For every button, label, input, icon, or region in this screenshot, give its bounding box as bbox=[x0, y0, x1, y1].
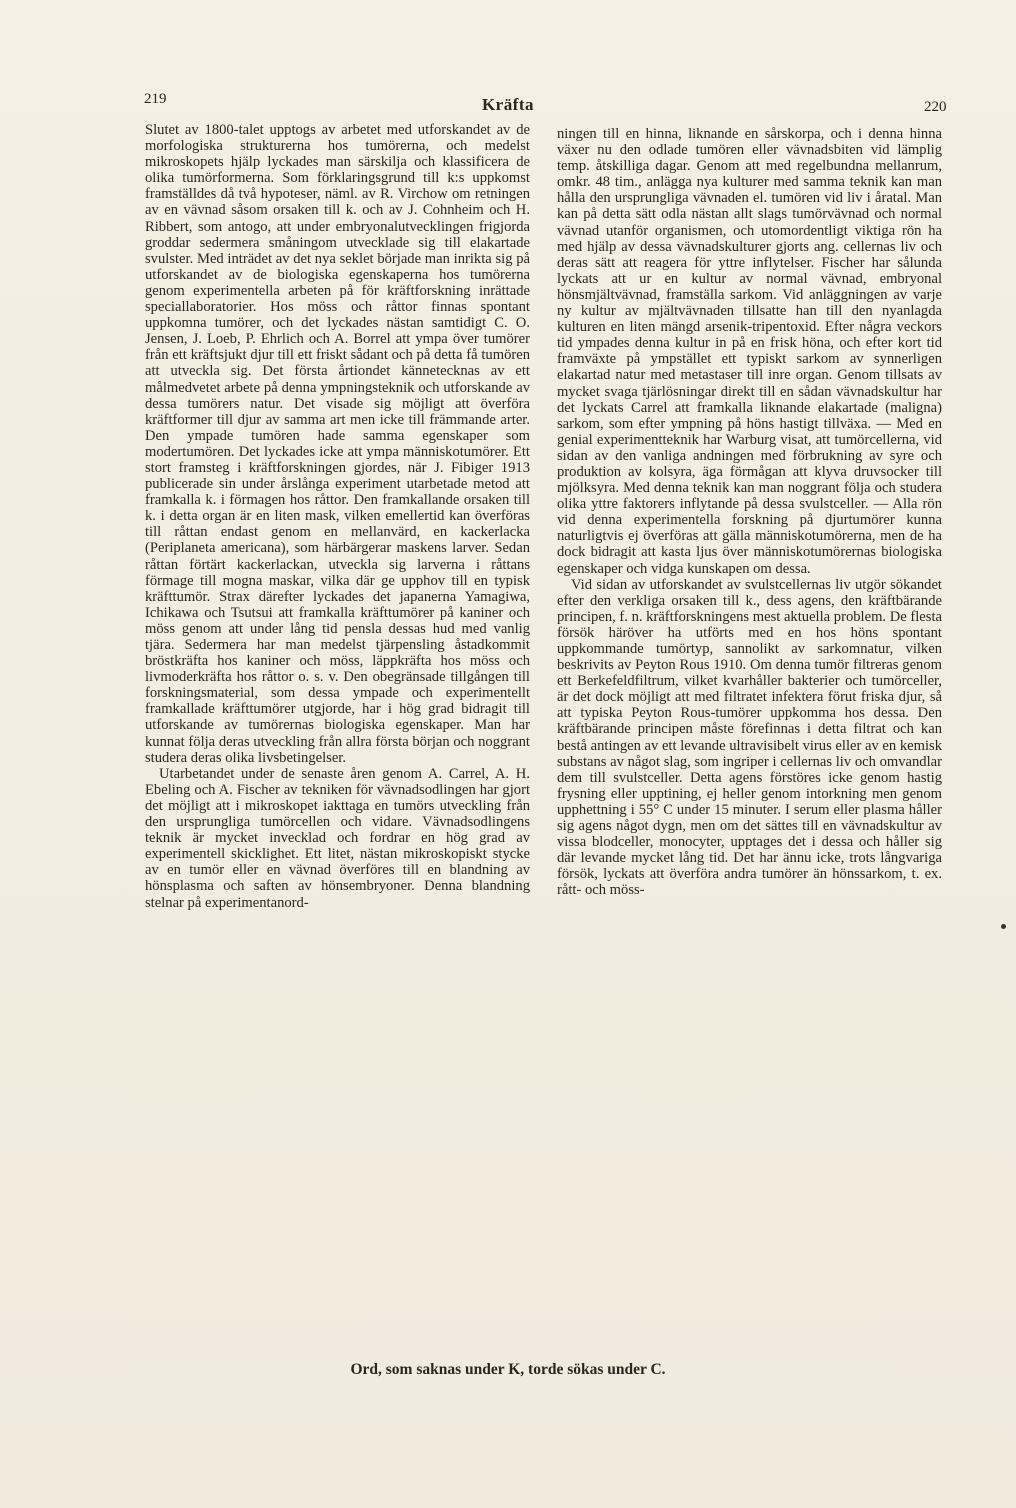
right-paragraph-2: Vid sidan av utforskandet av svulstcellernas liv utgör sökandet efter den verkliga orsaken till k., dess agens, den kräftbärande principen, f. n. kräftforskningens mest aktuella problem. De flesta försök häröver ha utförts med en hos höns spontant uppkommande tumörtyp, sannolikt av sarkomnatur, vilken beskrivits av Peyton Rous 1910. Om denna tumör filtreras genom ett Berkefeldfiltrum, vilket kvarhåller bakterier och tumörceller, är det dock möjligt att med filtratet infektera förut friska djur, så att typiska Peyton Rous-tumörer uppkomma hos dessa. Den kräftbärande principen måste förefinnas i detta filtrat och kan bestå antingen av ett levande ultravisibelt virus eller av en kemisk substans av något slag, som ingriper i cellernas liv och omvandlar dem till svulstceller. Detta agens förstöres icke genom hastig frysning eller upptining, ej heller genom intorkning men genom upphettning i 55° C under 15 minuter. I serum eller plasma håller sig agens något dygn, men om det sättes till en vävnadskultur av vissa blodceller, monocyter, upptages det i dessa och håller sig där levande mycket lång tid. Det har ännu icke, trots långvariga försök, lyckats att överföra andra tumörer än hönssarkom, t. ex. rått- och möss- bbox=[557, 576, 942, 899]
left-paragraph-2: Utarbetandet under de senaste åren genom A. Carrel, A. H. Ebeling och A. Fischer av tekniken för vävnadsodlingen har gjort det möjligt att i mikroskopet iakttaga en tumörs utveckling från den ursprungliga tumörcellen och vidare. Vävnadsodlingens teknik är mycket invecklad och fordrar en hög grad av experimentell skicklighet. Ett litet, nästan mikroskopiskt stycke av en tumör eller en vävnad överföres till en blandning av hönsplasma och saften av hönsembryoner. Denna blandning stelnar på experimentanord- bbox=[145, 765, 530, 911]
running-head: Kräfta bbox=[481, 95, 535, 114]
right-paragraph-1: ningen till en hinna, liknande en sårskorpa, och i denna hinna växer nu den odlade tumören eller vävnadsbiten vid lämplig temp. åtskilliga dagar. Genom att med regelbundna mellanrum, omkr. 48 tim., anlägga nya kulturer med samma teknik kan man hålla den ursprungliga vävnaden el. tumören vid liv i åratal. Man kan på detta sätt odla nästan allt slags tumörvävnad och normal vävnad utanför organismen, och utomordentligt viktiga rön ha med hjälp av dessa vävnadskulturer gjorts ang. cellernas liv och deras sätt att reagera för yttre inflytelser. Fischer har sålunda lyckats att ur en kultur av normal vävnad, embryonal hönsmjältvävnad, framställa sarkom. Vid anläggningen av varje ny kultur av mjältvävnaden tillsatte han till den nyanlagda kulturen en liten mängd arsenik-tripentoxid. Efter några veckors tid ympades denna kultur in på en frisk höna, och efter kort tid framväxte på ympstället ett typiskt sarkom av synnerligen elakartad natur med metastaser till inre organ. Genom tillsats av mycket svaga tjärlösningar direkt till en sådan vävnadskultur har det lyckats Carrel att framkalla liknande elakartade (maligna) sarkom, som efter ympning på höns hastigt tillväxa. — Med en genial experimentteknik har Warburg visat, att tumörcellerna, vid sidan av den vanliga andningen med förbrukning av syre och produktion av kolsyra, äga förmågan att klyva druvsocker till mjölksyra. Med denna teknik kan man noggrant följa och studera olika yttre faktorers inflytande på dessa svulstceller. — Alla rön vid denna experimentella forskning på djurtumörer kunna naturligtvis ej överföras att gälla människotumörerna, men de ha dock bidragit att kasta ljus över människotumörernas biologiska egenskaper och vidga kunskapen om dessa. bbox=[557, 126, 942, 577]
left-paragraph-1: Slutet av 1800-talet upptogs av arbetet med utforskandet av de morfologiska strukturerna hos tumörerna, och medelst mikroskopets hjälp lyckades man särskilja och klassificera de olika tumörformerna. Som förklaringsgrund till k:s uppkomst framställdes då två hypoteser, näml. av R. Virchow om retningen av en vävnad såsom orsaken till k. och av J. Cohnheim och H. Ribbert, som antogo, att under embryonalutvecklingen frigjorda groddar sedermera småningom utvecklade sig till elakartade svulster. Med inträdet av det nya seklet började man inrikta sig på utforskandet av de biologiska egenskaperna hos tumörerna genom experimentella arbeten på för kräftforskning inrättade speciallaboratorier. Hos möss och råttor finnas spontant uppkomna tumörer, och det lyckades nästan samtidigt C. O. Jensen, J. Loeb, P. Ehrlich och A. Borrel att ympa över tumörer från ett kräftsjukt djur till ett friskt sådant och på detta få tumören att utveckla sig. Det första årtiondet kännetecknas av ett målmedvetet arbete på denna ympningsteknik och utforskande av dessa tumörers natur. Det visade sig möjligt att överföra kräftformer till djur av samma art men icke till främmande arter. Den ympade tumören hade samma egenskaper som modertumören. Det lyckades icke att ympa människotumörer. Ett stort framsteg i kräftforskningen gjordes, när J. Fibiger 1913 publicerade sin under årslånga experiment utarbetade metod att framkalla k. i förmagen hos råttor. Den framkallande orsaken till k. i detta organ är en liten mask, vilken emellertid kan överföras till råttan endast genom en mellanvärd, en kackerlacka (Periplaneta americana), som härbärgerar maskens larver. Sedan råttan förtärt kackerlackan, utveckla sig larverna i råttans förmage till mogna maskar, vilka där ge upphov till en typisk kräfttumör. Strax därefter lyckades det japanerna Yamagiwa, Ichikawa och Tsutsui att framkalla kräfttumörer på kaniner och möss genom att under lång tid pensla dessas hud med vanlig tjära. Sedermera har man medelst tjärpensling åstadkommit bröstkräfta hos kaniner och möss, läppkräfta hos möss och livmoderkräfta hos råttor o. s. v. Den obegränsade tillgången till forskningsmaterial, som dessa ympade och experimentellt framkallade kräfttumörer utgjorde, har i hög grad bidragit till utforskande av tumörernas biologiska egenskaper. Man har kunnat följa deras utveckling från allra första början och noggrant studera deras olika livsbetingelser. bbox=[145, 122, 530, 766]
footer-note: Ord, som saknas under K, torde sökas under C. bbox=[350, 1361, 666, 1378]
margin-dot-mark bbox=[1001, 924, 1006, 929]
page-number-left: 219 bbox=[144, 91, 167, 107]
page-number-right: 220 bbox=[924, 99, 947, 115]
left-column bbox=[145, 122, 530, 911]
right-column bbox=[557, 126, 942, 899]
